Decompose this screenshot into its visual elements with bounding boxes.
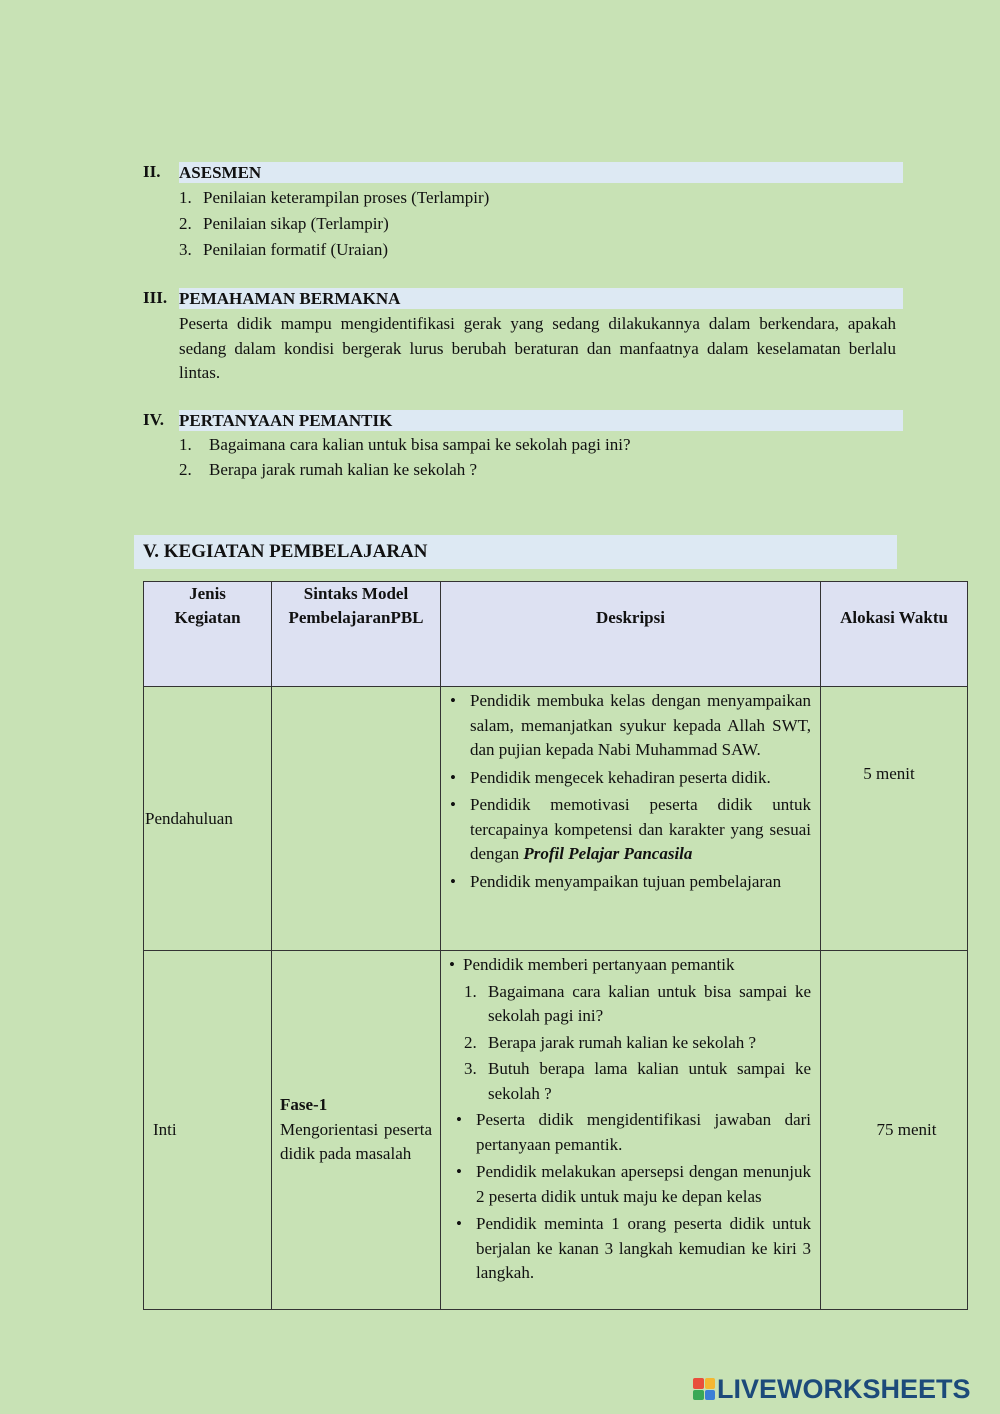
section-kegiatan-header [134, 535, 897, 569]
section-asesmen-header [143, 162, 903, 183]
section-number: IV. [143, 410, 164, 429]
cell-alokasi: 5 menit [821, 687, 968, 951]
pertanyaan-list [179, 433, 631, 482]
list-item: • Peserta didik mengidentifikasi jawaban dari pertanyaan pemantik. [476, 1108, 811, 1157]
header-deskripsi: Deskripsi [441, 582, 821, 687]
list-item: • Pendidik memotivasi peserta didik untuk tercapainya kompetensi dan karakter yang sesuai dengan Profil Pelajar Pancasila [470, 793, 811, 867]
pemahaman-paragraph: Peserta didik mampu mengidentifikasi gerak yang sedang dilakukannya dalam berkendara, apakah sedang dalam kondisi bergerak lurus berubah beraturan dan manfaatnya dalam keselamatan berlalu lintas. [179, 314, 896, 382]
cell-deskripsi [441, 687, 821, 951]
list-item: • Pendidik menyampaikan tujuan pembelajaran [470, 870, 811, 895]
list-item: • Pendidik membuka kelas dengan menyampaikan salam, memanjatkan syukur kepada Allah SWT, dan pujian kepada Nabi Muhammad SAW. [470, 689, 811, 763]
section-title: ASESMEN [179, 162, 903, 183]
list-item: 2. Berapa jarak rumah kalian ke sekolah ? [464, 1032, 757, 1052]
cell-sintaks [272, 951, 441, 1310]
logo-square [705, 1378, 716, 1389]
section-title: PEMAHAMAN BERMAKNA [179, 288, 903, 309]
kegiatan-table [143, 581, 968, 1310]
asesmen-list [179, 185, 489, 263]
fase-title: Fase-1 [280, 1095, 328, 1115]
list-item: • Pendidik mengecek kehadiran peserta didik. [470, 766, 811, 791]
fase-description: Mengorientasi peserta didik pada masalah [280, 1119, 432, 1164]
section-number: III. [143, 288, 168, 307]
header-jenis: Jenis Kegiatan [144, 582, 272, 687]
logo-text: LIVEWORKSHEETS [717, 1373, 971, 1404]
table-row [144, 687, 968, 951]
list-item: 3. Penilaian formatif (Uraian) [179, 240, 389, 259]
logo-square [693, 1390, 704, 1401]
logo-square [693, 1378, 704, 1389]
list-item: • Pendidik meminta 1 orang peserta didik untuk berjalan ke kanan 3 langkah kemudian ke kiri 3 langkah. [476, 1212, 811, 1286]
header-alokasi: Alokasi Waktu [821, 582, 968, 687]
section-title: PERTANYAAN PEMANTIK [179, 410, 903, 431]
list-item: 1. Penilaian keterampilan proses (Terlampir) [179, 188, 490, 207]
cell-alokasi: 75 menit [821, 951, 968, 1310]
section-title: V. KEGIATAN PEMBELAJARAN [143, 541, 428, 562]
lead-bullet: • Pendidik memberi pertanyaan pemantik [449, 955, 735, 974]
liveworksheets-logo[interactable] [693, 1375, 971, 1403]
section-pemahaman-header [143, 288, 903, 309]
cell-jenis: Pendahuluan [144, 687, 272, 951]
list-item: 1. Bagaimana cara kalian untuk bisa sampai ke sekolah pagi ini? [179, 435, 631, 454]
logo-square [705, 1390, 716, 1401]
list-item: 2. Berapa jarak rumah kalian ke sekolah ? [179, 459, 478, 479]
header-sintaks: Sintaks Model PembelajaranPBL [272, 582, 441, 687]
table-header-row [144, 582, 968, 687]
cell-jenis: Inti [144, 951, 272, 1310]
logo-icon [693, 1378, 715, 1400]
emphasis-text: Profil Pelajar Pancasila [523, 844, 693, 863]
cell-deskripsi [441, 951, 821, 1310]
list-item: • Pendidik melakukan apersepsi dengan menunjuk 2 peserta didik untuk maju ke depan kelas [476, 1160, 811, 1209]
list-item: 3. Butuh berapa lama kalian untuk sampai ke sekolah ? [464, 1059, 811, 1103]
list-item: 2. Penilaian sikap (Terlampir) [179, 214, 389, 233]
section-pertanyaan-header [143, 410, 903, 431]
cell-sintaks [272, 687, 441, 951]
section-number: II. [143, 162, 161, 181]
table-row [144, 951, 968, 1310]
list-item: 1. Bagaimana cara kalian untuk bisa sampai ke sekolah pagi ini? [464, 981, 811, 1025]
